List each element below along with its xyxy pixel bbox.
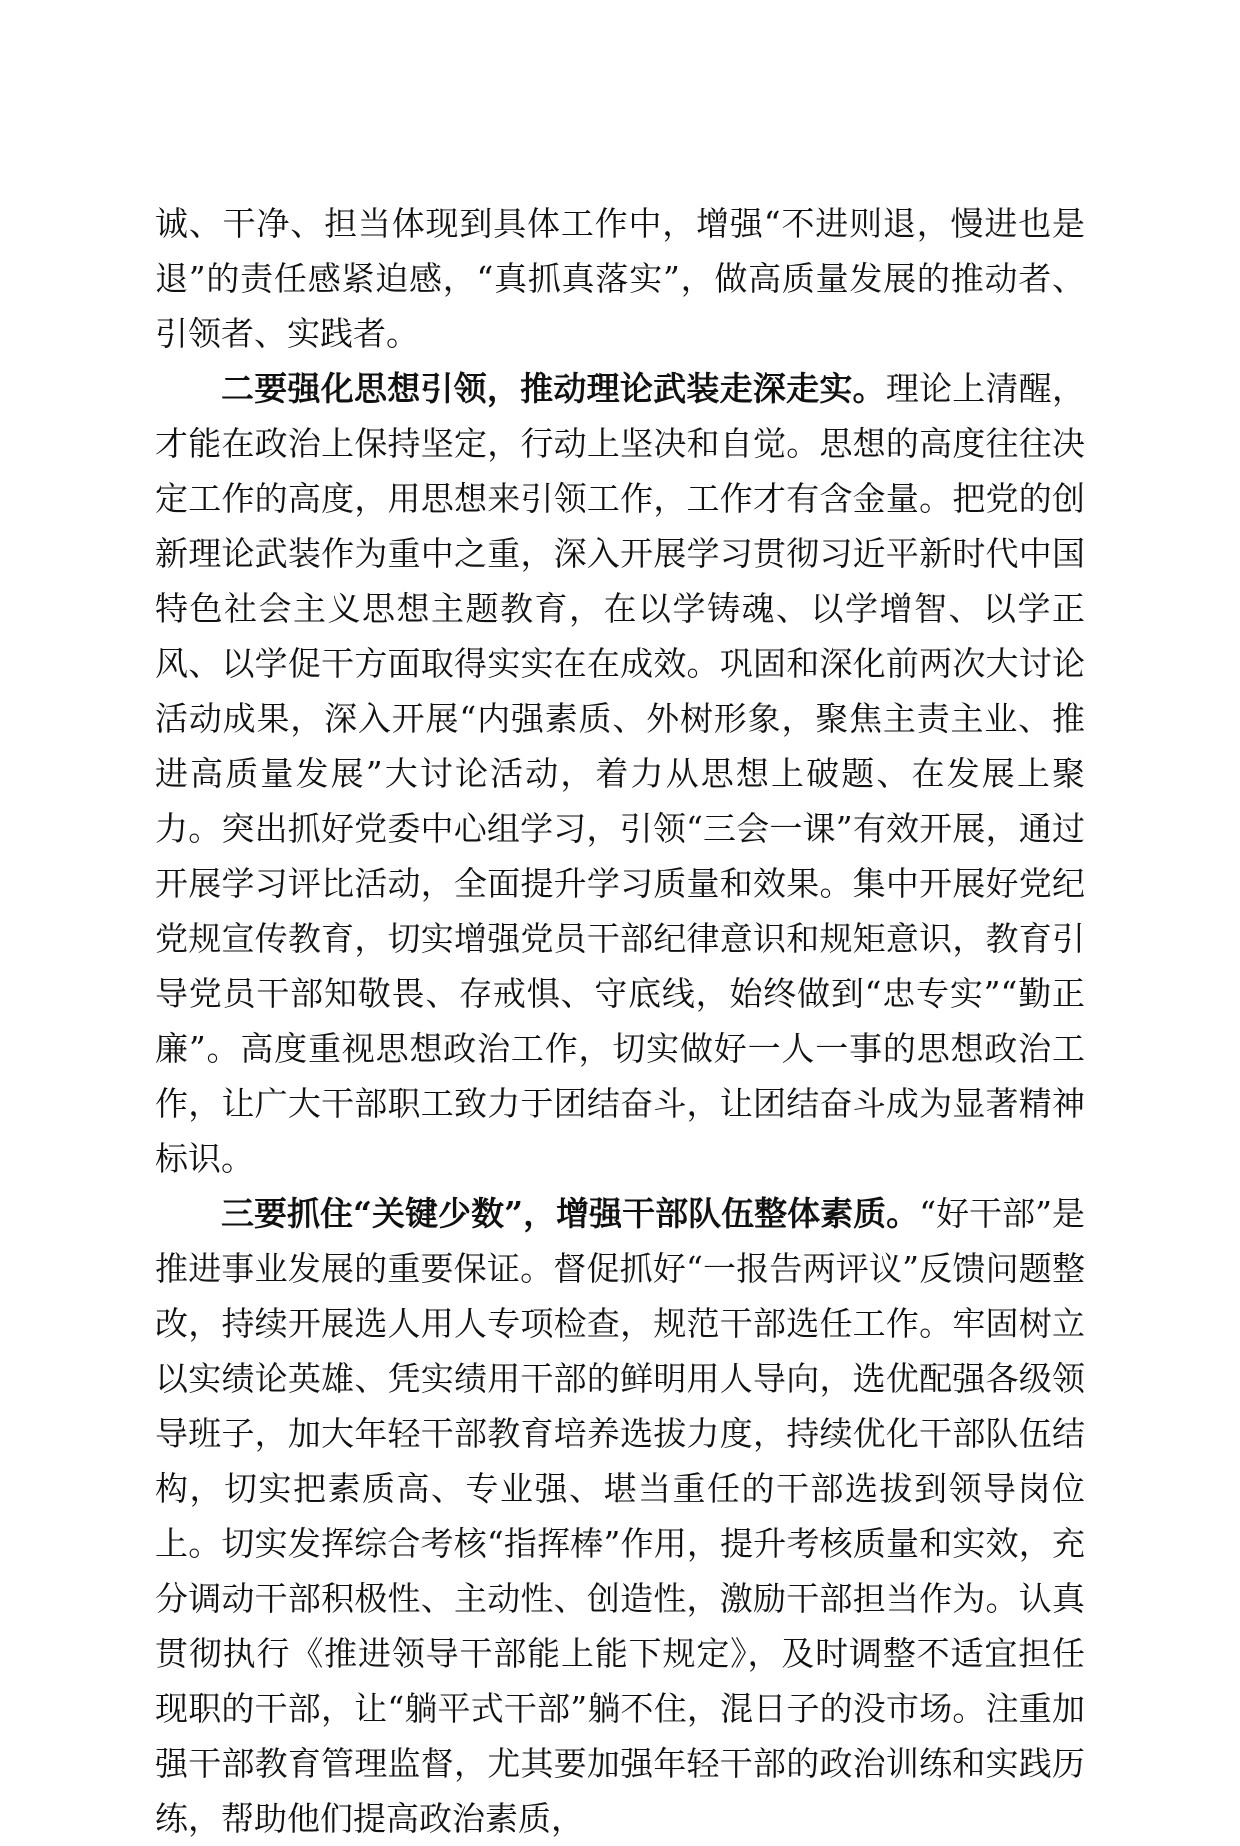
body-text <box>155 196 1085 1846</box>
paragraph-1-text: 诚、干净、担当体现到具体工作中，增强“不进则退，慢进也是退”的责任感紧迫感，“真抓真落实”，做高质量发展的推动者、引领者、实践者。 <box>155 204 1085 353</box>
paragraph-2-text: 理论上清醒，才能在政治上保持坚定，行动上坚决和自觉。思想的高度往往决定工作的高度，用思想来引领工作，工作才有含金量。把党的创新理论武装作为重中之重，深入开展学习贯彻习近平新时代中国特色社会主义思想主题教育，在以学铸魂、以学增智、以学正风、以学促干方面取得实实在在成效。巩固和深化前两次大讨论活动成果，深入开展“内强素质、外树形象，聚焦主责主业、推进高质量发展”大讨论活动，着力从思想上破题、在发展上聚力。突出抓好党委中心组学习，引领“三会一课”有效开展，通过开展学习评比活动，全面提升学习质量和效果。集中开展好党纪党规宣传教育，切实增强党员干部纪律意识和规矩意识，教育引导党员干部知敬畏、存戒惧、守底线，始终做到“忠专实”“勤正廉”。高度重视思想政治工作，切实做好一人一事的思想政治工作，让广大干部职工致力于团结奋斗，让团结奋斗成为显著精神标识。 <box>155 369 1086 1178</box>
paragraph-2-heading: 二要强化思想引领，推动理论武装走深走实。 <box>221 369 886 408</box>
paragraph-continuation <box>155 196 1085 361</box>
paragraph-3-text: “好干部”是推进事业发展的重要保证。督促抓好“一报告两评议”反馈问题整改，持续开展选人用人专项检查，规范干部选任工作。牢固树立以实绩论英雄、凭实绩用干部的鲜明用人导向，选优配强各级领导班子，加大年轻干部教育培养选拔力度，持续优化干部队伍结构，切实把素质高、专业强、堪当重任的干部选拔到领导岗位上。切实发挥综合考核“指挥棒”作用，提升考核质量和实效，充分调动干部积极性、主动性、创造性，激励干部担当作为。认真贯彻执行《推进领导干部能上能下规定》，及时调整不适宜担任现职的干部，让“躺平式干部”躺不住，混日子的没市场。注重加强干部教育管理监督，尤其要加强年轻干部的政治训练和实践历练，帮助他们提高政治素质， <box>155 1194 1085 1838</box>
paragraph-thought-guidance <box>155 361 1085 1186</box>
paragraph-key-minority <box>155 1186 1085 1846</box>
paragraph-3-heading: 三要抓住“关键少数”，增强干部队伍整体素质。 <box>221 1194 920 1233</box>
